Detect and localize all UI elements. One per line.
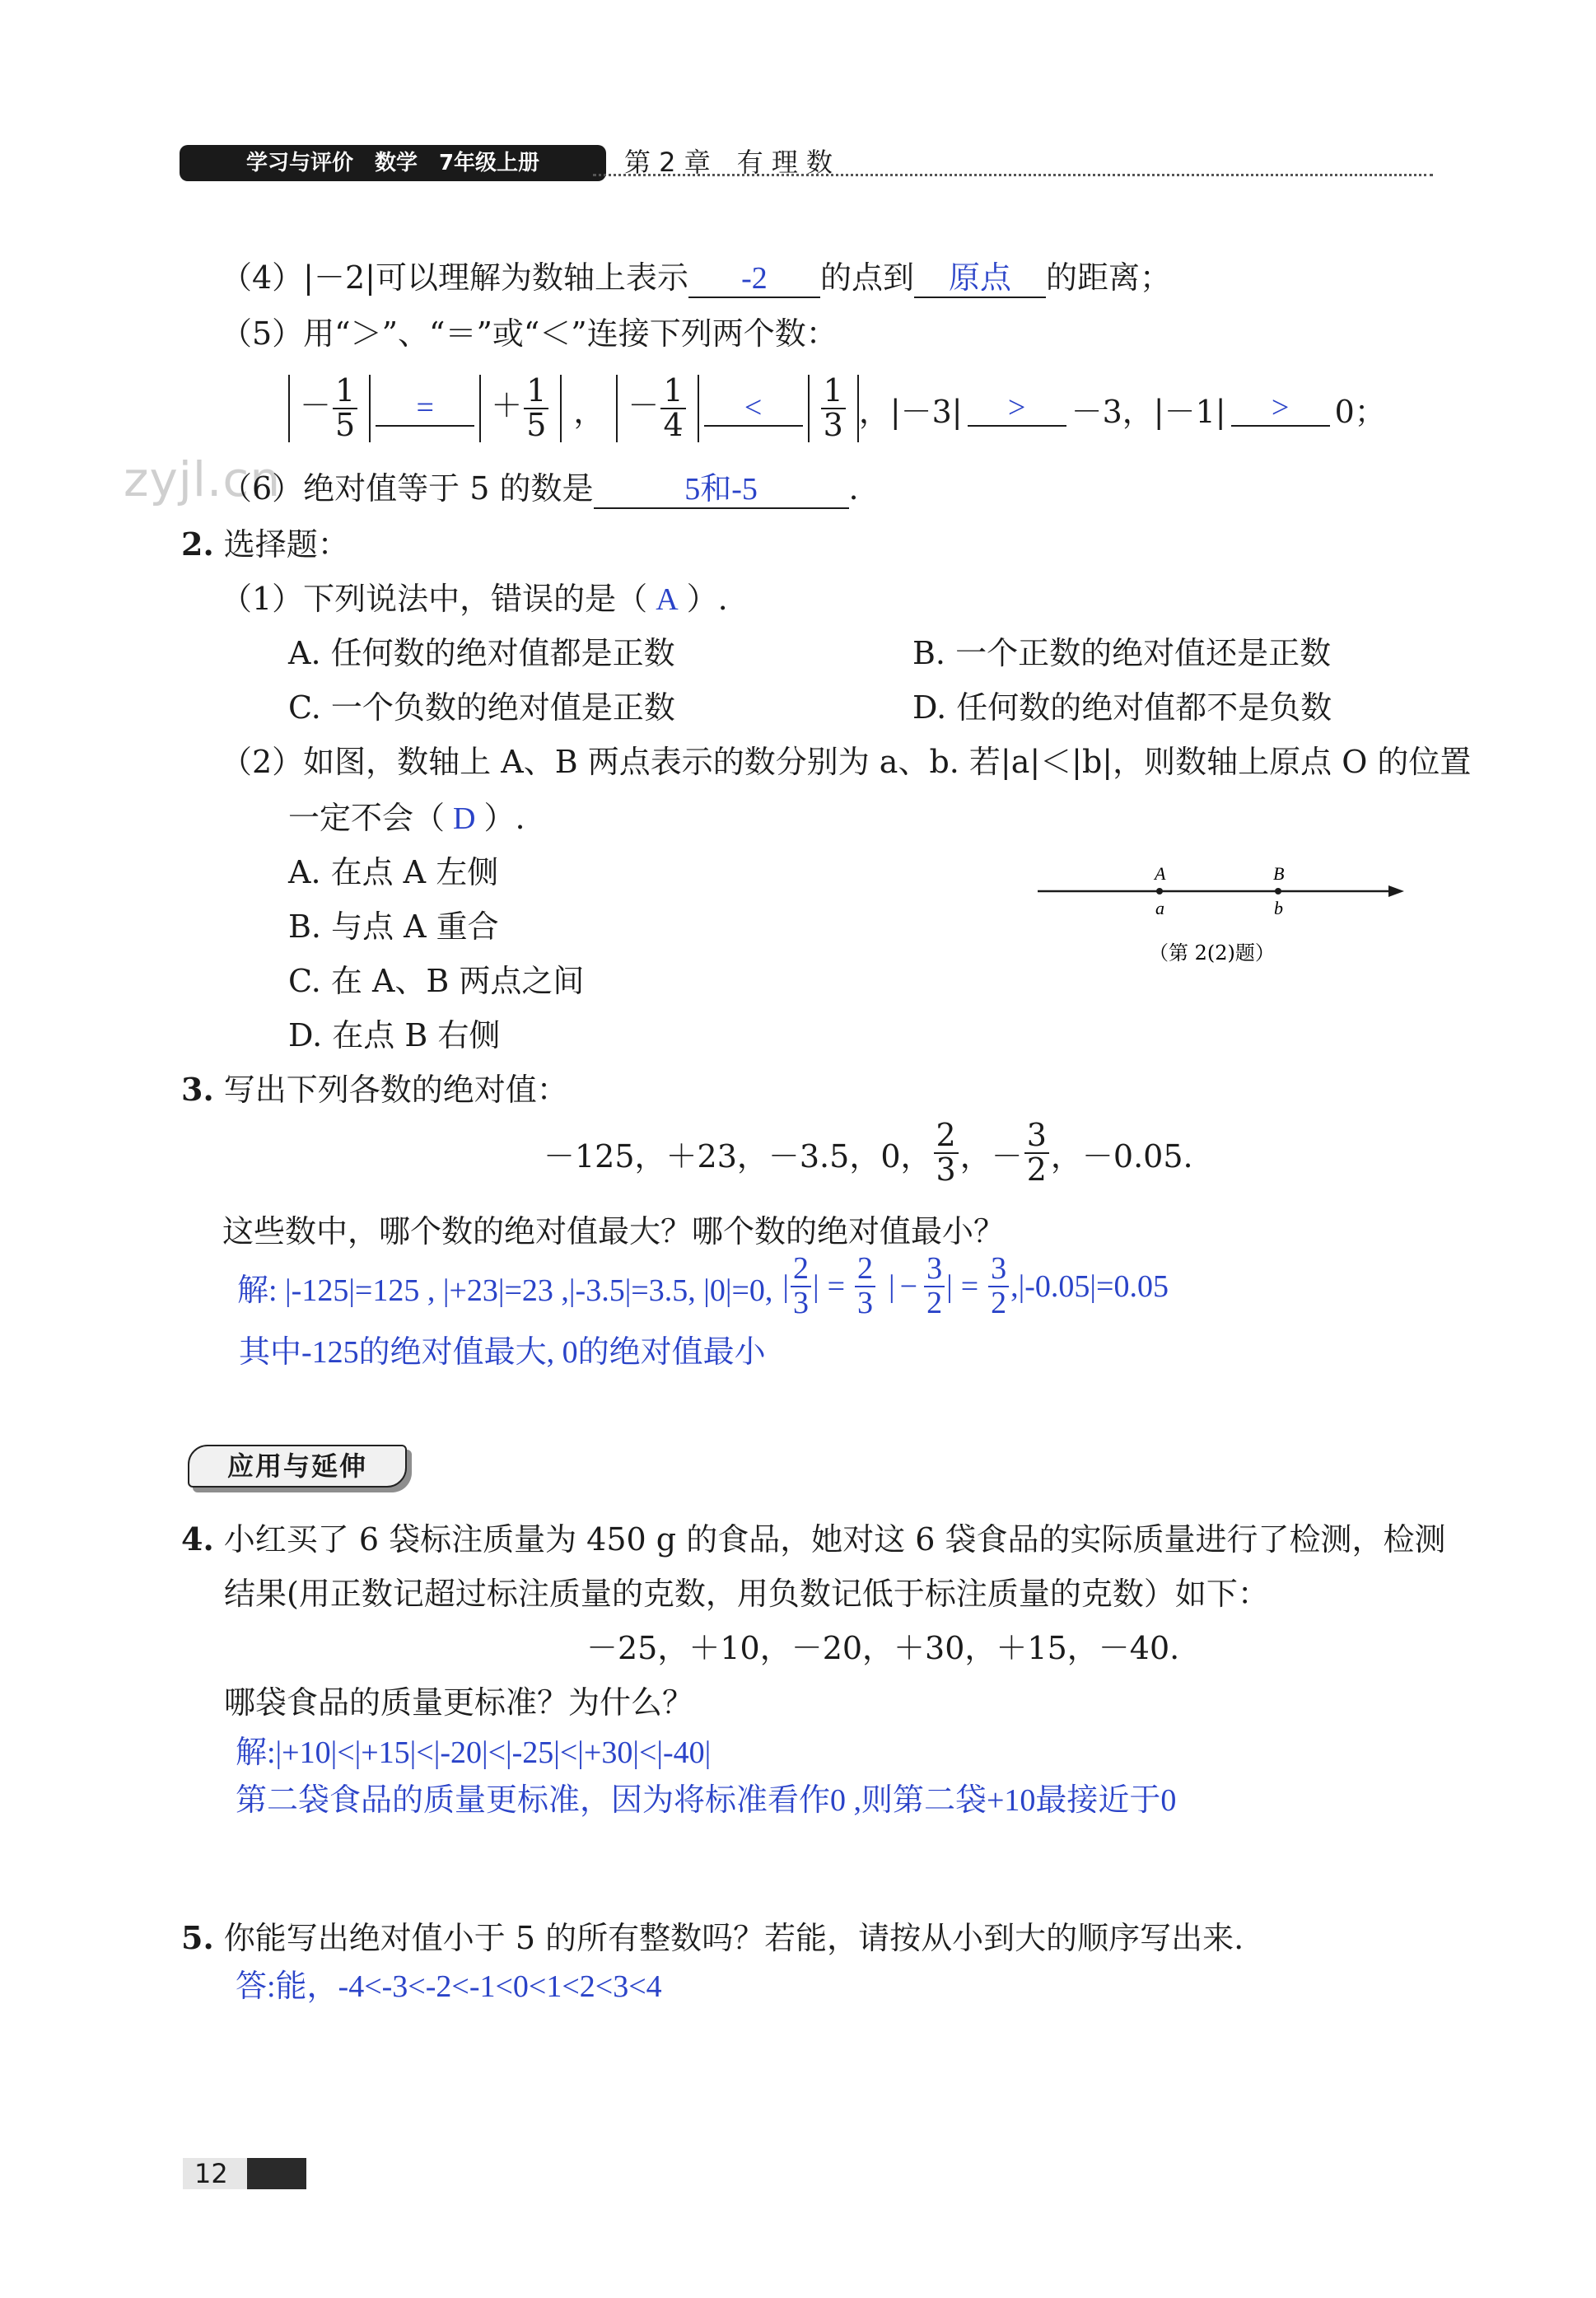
- q5-number: 5.: [181, 1919, 214, 1956]
- q1p4-prefix: （4）|－2|可以理解为数轴上表示: [221, 259, 688, 296]
- abs-neg-one-fourth: － $\frac{1}{4}$: [616, 375, 698, 442]
- q5-question: 5. 你能写出绝对值小于 5 的所有整数吗？若能，请按从小到大的顺序写出来.: [181, 1919, 1244, 1956]
- q4-number: 4.: [181, 1520, 214, 1558]
- label-a: a: [1155, 898, 1164, 918]
- page-number: 12: [194, 2158, 228, 2189]
- q3-answer-line1: 解: |-125|=125 , |+23|=23 ,|-3.5|=3.5, |0|=0, | $\frac{2}{3}$ | = $\frac{2}{3}$ | − $\frac{3}{2}$ | = $\frac{3}{2}$ ,|-0.05|=0.05: [237, 1251, 1169, 1320]
- q4-answer-line1: 解:|+10|<|+15|<|-20|<|-25|<|+30|<|-40|: [236, 1735, 712, 1770]
- q3-number: 3.: [181, 1071, 214, 1108]
- q2-part1: （1）下列说法中，错误的是（ A ）.: [221, 581, 728, 617]
- q2p2-option-c: C. 在 A、B 两点之间: [288, 963, 585, 999]
- q2-title: 2. 选择题：: [181, 525, 349, 563]
- point-A: [1156, 888, 1163, 894]
- q1p5-answer-b: <: [744, 390, 763, 425]
- q2p1-option-d: D. 任何数的绝对值都不是负数: [912, 689, 1332, 726]
- q1p4-answer1: -2: [741, 261, 768, 296]
- q2p1-option-c: C. 一个负数的绝对值是正数: [288, 689, 675, 726]
- q1-part4: [221, 252, 1171, 298]
- q1p6-answer: 5和-5: [684, 472, 758, 507]
- q1-part5-instruction: （5）用“＞”、“＝”或“＜”连接下列两个数：: [221, 315, 838, 352]
- number-line-figure: [1029, 857, 1416, 964]
- q1p5-answer-a: =: [416, 390, 434, 425]
- point-B: [1275, 888, 1281, 894]
- q1-part6: （6）绝对值等于 5 的数是 5和-5 .: [221, 463, 859, 509]
- label-b: b: [1274, 898, 1283, 918]
- q2p2-option-b: B. 与点 A 重合: [288, 908, 499, 945]
- q4-values: －25，＋10，－20，＋30，＋15，－40.: [586, 1630, 1180, 1666]
- label-B: B: [1273, 863, 1285, 884]
- q2p2-answer: D: [453, 801, 476, 836]
- q3-title: 3. 写出下列各数的绝对值：: [181, 1071, 568, 1108]
- book-series-tag: 学习与评价 数学 7年级上册: [180, 145, 606, 181]
- q2p2-stem-line2: 一定不会（ D ）.: [288, 800, 525, 836]
- q2p1-option-b: B. 一个正数的绝对值还是正数: [912, 635, 1332, 671]
- label-A: A: [1155, 863, 1166, 884]
- q4-line1: 4. 小红买了 6 袋标注质量为 450 g 的食品，她对这 6 袋食品的实际质量进行了检测，检测: [181, 1520, 1446, 1558]
- q2-number: 2.: [181, 525, 214, 563]
- abs-neg-one-fifth: － $\frac{1}{5}$: [288, 375, 371, 442]
- section-title-banner: 应用与延伸: [188, 1445, 407, 1488]
- q2p2-stem-line1: （2）如图，数轴上 A、B 两点表示的数分别为 a、b. 若|a|＜|b|，则数轴上原点 O 的位置: [221, 744, 1472, 780]
- q1p4-answer2: 原点: [948, 261, 1011, 296]
- q2p1-answer: A: [656, 582, 679, 617]
- q4-line2: 结果(用正数记超过标注质量的克数，用负数记低于标注质量的克数）如下：: [224, 1576, 1269, 1612]
- abs-one-third: $\frac{1}{3}$: [808, 375, 859, 442]
- number-line-arrow: [1388, 885, 1404, 897]
- q3-answer-line2: 其中-125的绝对值最大, 0的绝对值最小: [239, 1335, 766, 1370]
- q2p2-option-d: D. 在点 B 右侧: [288, 1017, 501, 1053]
- chapter-title: 第 2 章 有 理 数: [624, 147, 833, 178]
- figure-caption: （第 2(2)题）: [1149, 941, 1275, 964]
- q3-question: 这些数中，哪个数的绝对值最大？哪个数的绝对值最小？: [222, 1213, 1006, 1249]
- q1p4-mid: 的点到: [819, 259, 914, 296]
- q2p2-option-a: A. 在点 A 左侧: [288, 854, 499, 890]
- abs-pos-one-fifth: ＋ $\frac{1}{5}$: [479, 375, 562, 442]
- watermark: zyjl.cn: [124, 451, 282, 507]
- q4-answer-line2: 第二袋食品的质量更标准，因为将标准看作0 ,则第二袋+10最接近于0: [236, 1783, 1177, 1818]
- q1p4-suffix: 的距离；: [1045, 259, 1171, 296]
- q1-part5-comparisons: － $\frac{1}{5}$ = ＋ $\frac{1}{5}$ ， － $\frac{1}{4}$ < $\frac{1}{3}$ ，|－3| > －3，|－1| > 0；: [288, 367, 1386, 450]
- q1p5-answer-c: >: [1007, 390, 1026, 425]
- q2p1-option-a: A. 任何数的绝对值都是正数: [288, 635, 675, 671]
- q1p5-answer-d: >: [1271, 390, 1290, 425]
- header-dotted-rule: [593, 174, 1433, 176]
- q4-question: 哪袋食品的质量更标准？为什么？: [224, 1684, 694, 1721]
- q3-numbers: －125，＋23，－3.5，0， $\frac{2}{3}$ ，－ $\frac{3}{2}$ ，－0.05.: [544, 1117, 1193, 1188]
- q5-answer: 答:能，-4<-3<-2<-1<0<1<2<3<4: [236, 1969, 662, 2004]
